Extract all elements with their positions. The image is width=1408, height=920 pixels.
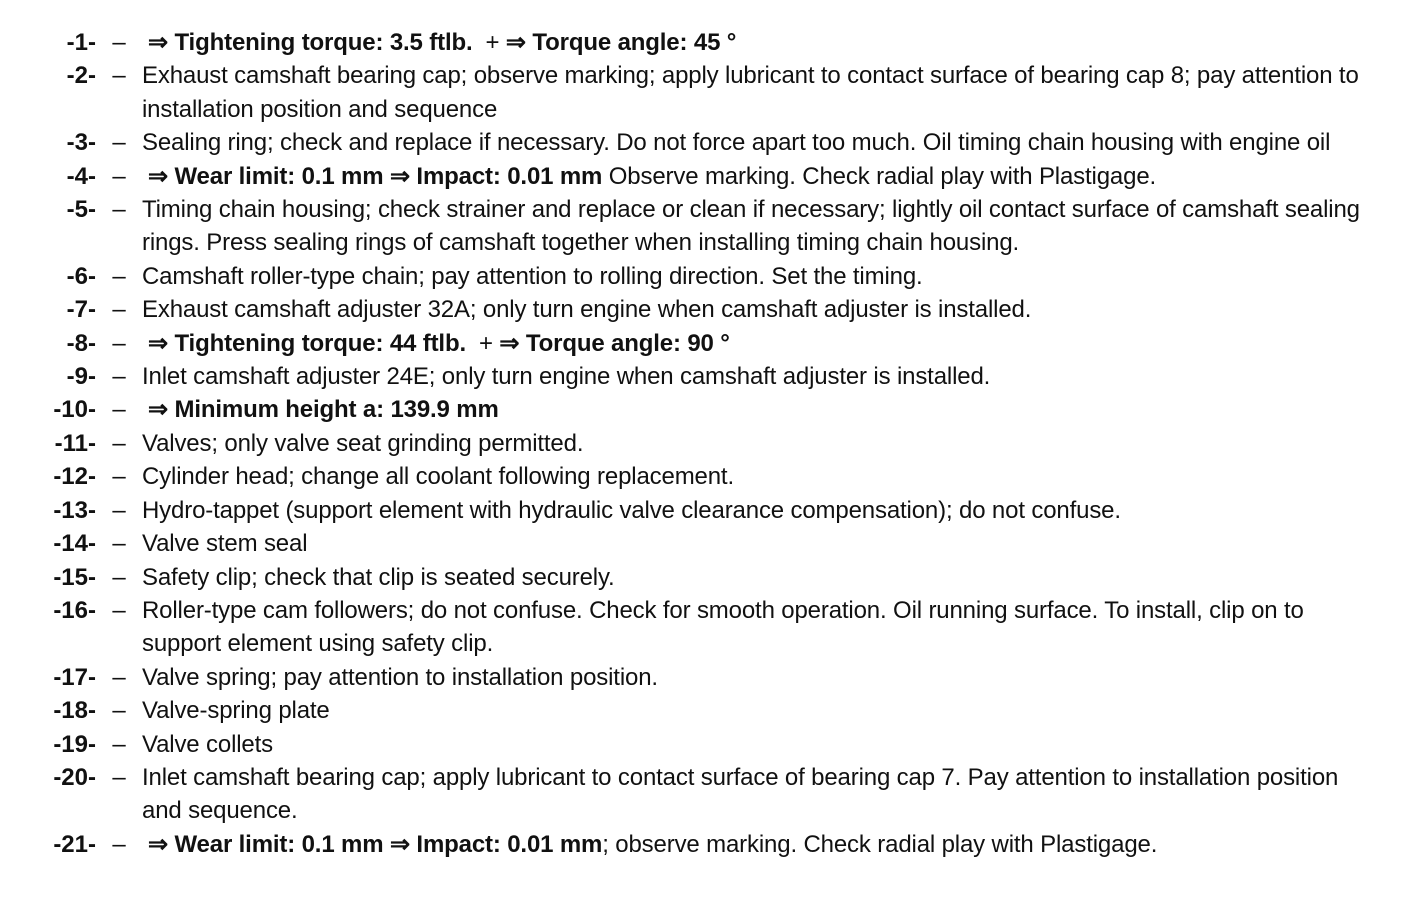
- spec-torque-angle: Torque angle: 45 °: [532, 29, 737, 56]
- arrow-icon: ⇒: [148, 396, 175, 424]
- item-description: Safety clip; check that clip is seated securely.: [142, 563, 615, 591]
- legend-item-14: [0, 527, 1408, 560]
- item-description: Camshaft roller-type chain; pay attention to rolling direction. Set the timing.: [142, 262, 923, 290]
- item-dash: –: [112, 429, 126, 457]
- item-dash: –: [112, 262, 126, 290]
- item-number: -13-: [53, 496, 96, 524]
- item-number: -10-: [53, 396, 96, 424]
- item-number: -1-: [66, 29, 96, 56]
- item-dash: –: [112, 830, 126, 858]
- legend-item-11: [0, 427, 1408, 460]
- item-description: Sealing ring; check and replace if necessary. Do not force apart too much. Oil timing chain housing with engine oil: [142, 129, 1331, 157]
- item-dash: –: [112, 396, 126, 424]
- item-number: -18-: [53, 697, 96, 725]
- spec-tightening-torque: Tightening torque: 44 ftlb.: [174, 329, 466, 357]
- item-number: -21-: [53, 830, 96, 858]
- legend-item-21: [0, 828, 1408, 861]
- spec-plus: +: [472, 29, 506, 56]
- item-dash: –: [112, 162, 126, 190]
- item-dash: –: [112, 697, 126, 725]
- item-number: -15-: [53, 563, 96, 591]
- item-dash: –: [112, 530, 126, 558]
- legend-item-10: [0, 393, 1408, 426]
- item-dash: –: [112, 196, 126, 224]
- item-description: Hydro-tappet (support element with hydraulic valve clearance compensation); do not confuse.: [142, 496, 1121, 524]
- legend-item-17: [0, 661, 1408, 694]
- item-description: Exhaust camshaft bearing cap; observe marking; apply lubricant to contact surface of bearing cap 8; pay attention to installation position and sequence: [142, 62, 1359, 123]
- item-number: -12-: [53, 463, 96, 491]
- legend-item-4: [0, 160, 1408, 193]
- item-description: Valves; only valve seat grinding permitted.: [142, 429, 584, 457]
- item-number: -5-: [66, 196, 96, 224]
- arrow-icon: ⇒: [499, 329, 526, 357]
- item-number: -7-: [66, 296, 96, 324]
- spec-impact: Impact: 0.01 mm: [416, 830, 603, 858]
- arrow-icon: ⇒: [389, 162, 417, 190]
- item-dash: –: [112, 363, 126, 391]
- item-dash: –: [112, 129, 126, 157]
- legend-item-18: [0, 694, 1408, 727]
- spec-impact: Impact: 0.01 mm: [416, 162, 603, 190]
- item-dash: –: [112, 29, 126, 56]
- spec-note: Observe marking. Check radial play with Plastigage.: [602, 162, 1157, 190]
- item-dash: –: [112, 496, 126, 524]
- legend-item-8: [0, 327, 1408, 360]
- arrow-icon: ⇒: [148, 29, 175, 56]
- item-specification: [148, 828, 1378, 861]
- item-number: -14-: [53, 530, 96, 558]
- legend-item-6: [0, 260, 1408, 293]
- item-number: -19-: [53, 730, 96, 758]
- legend-item-1: [0, 26, 1408, 59]
- arrow-icon: ⇒: [148, 830, 175, 858]
- item-number: -2-: [66, 62, 96, 90]
- spec-wear-limit: Wear limit: 0.1 mm: [174, 830, 390, 858]
- arrow-icon: ⇒: [505, 29, 533, 56]
- spec-wear-limit: Wear limit: 0.1 mm: [174, 162, 390, 190]
- item-specification: [148, 327, 1378, 360]
- item-dash: –: [112, 563, 126, 591]
- item-description: Valve stem seal: [142, 530, 308, 558]
- legend-item-5: [0, 193, 1408, 260]
- item-number: -6-: [66, 262, 96, 290]
- item-number: -4-: [66, 162, 96, 190]
- item-number: -11-: [54, 429, 96, 457]
- legend-item-3: [0, 126, 1408, 159]
- legend-item-12: [0, 460, 1408, 493]
- item-dash: –: [112, 329, 126, 357]
- spec-plus: +: [465, 329, 500, 357]
- item-number: -20-: [53, 763, 96, 791]
- legend-item-15: [0, 561, 1408, 594]
- item-specification: [148, 26, 1378, 59]
- legend-item-2: [0, 59, 1408, 126]
- item-number: -9-: [66, 363, 96, 391]
- item-description: Valve collets: [142, 730, 273, 758]
- arrow-icon: ⇒: [389, 830, 417, 858]
- item-description: Roller-type cam followers; do not confuse. Check for smooth operation. Oil running surface. To install, clip on to support element using safety clip.: [142, 596, 1304, 658]
- item-number: -8-: [66, 329, 96, 357]
- item-number: -17-: [53, 663, 96, 691]
- item-dash: –: [112, 463, 126, 491]
- legend-item-7: [0, 293, 1408, 326]
- legend-item-13: [0, 494, 1408, 527]
- parts-legend: [0, 26, 1408, 861]
- spec-note: ; observe marking. Check radial play with Plastigage.: [602, 830, 1158, 858]
- legend-item-16: [0, 594, 1408, 661]
- item-dash: –: [112, 763, 126, 791]
- item-dash: –: [112, 663, 126, 691]
- item-description: Inlet camshaft bearing cap; apply lubricant to contact surface of bearing cap 7. Pay attention to installation position and sequence.: [142, 763, 1339, 825]
- spec-torque-angle: Torque angle: 90 °: [525, 329, 730, 357]
- legend-item-20: [0, 761, 1408, 828]
- spec-minimum-height: Minimum height a: 139.9 mm: [174, 396, 499, 424]
- item-description: Valve spring; pay attention to installation position.: [142, 663, 658, 691]
- item-specification: [148, 393, 1378, 426]
- legend-item-9: [0, 360, 1408, 393]
- item-dash: –: [112, 730, 126, 758]
- item-number: -3-: [66, 129, 96, 157]
- item-description: Cylinder head; change all coolant following replacement.: [142, 463, 734, 491]
- item-dash: –: [112, 296, 126, 324]
- item-dash: –: [112, 596, 126, 624]
- item-specification: [148, 160, 1378, 193]
- item-description: Exhaust camshaft adjuster 32A; only turn engine when camshaft adjuster is installed.: [142, 296, 1032, 324]
- legend-item-19: [0, 728, 1408, 761]
- item-description: Timing chain housing; check strainer and replace or clean if necessary; lightly oil contact surface of camshaft sealing rings. Press sealing rings of camshaft together when installing timing chain housing.: [142, 196, 1360, 257]
- item-description: Valve-spring plate: [142, 697, 330, 725]
- spec-tightening-torque: Tightening torque: 3.5 ftlb.: [174, 29, 473, 56]
- arrow-icon: ⇒: [148, 162, 175, 190]
- item-description: Inlet camshaft adjuster 24E; only turn engine when camshaft adjuster is installed.: [142, 363, 991, 391]
- arrow-icon: ⇒: [148, 329, 175, 357]
- item-dash: –: [112, 62, 126, 90]
- item-number: -16-: [53, 596, 96, 624]
